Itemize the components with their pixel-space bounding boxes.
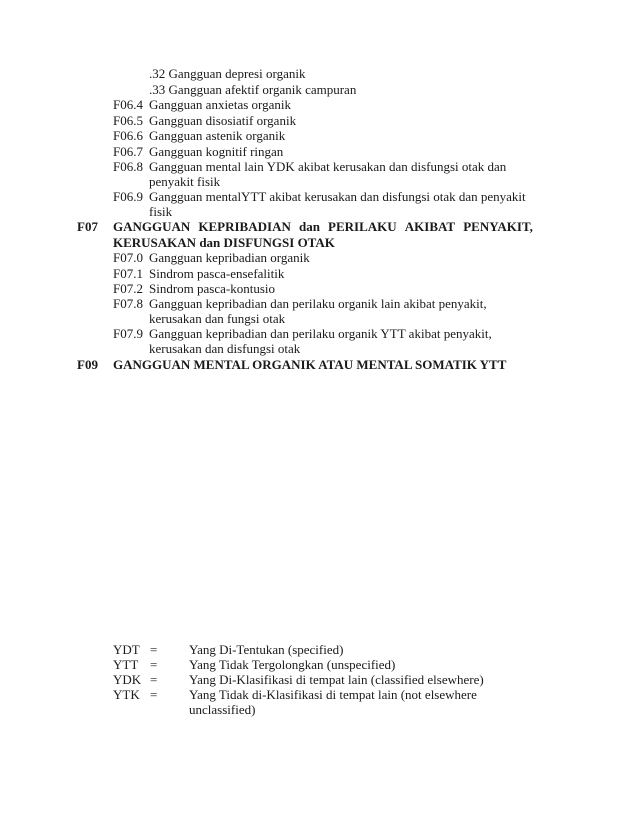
entry-code-f06-7: F06.7 — [113, 144, 143, 159]
legend-eq: = — [150, 642, 158, 657]
entry-text-f06-8: Gangguan mental lain YDK akibat kerusakan dan disfungsi otak dan — [149, 159, 507, 174]
legend-eq: = — [150, 687, 158, 702]
entry-text-f06-6: Gangguan astenik organik — [149, 128, 286, 143]
legend-eq: = — [150, 672, 158, 687]
entry-code-f07-8: F07.8 — [113, 296, 143, 311]
legend-abbr-ytt: YTT — [113, 657, 139, 672]
section-code-f07: F07 — [77, 219, 98, 234]
title-word: PERILAKU — [328, 219, 397, 234]
title-word: GANGGUAN — [113, 219, 191, 234]
entry-text-f06-32: .32 Gangguan depresi organik — [149, 66, 306, 81]
entry-text-f06-7: Gangguan kognitif ringan — [149, 144, 284, 159]
entry-text-f06-9: Gangguan mentalYTT akibat kerusakan dan disfungsi otak dan penyakit — [149, 189, 526, 204]
title-word: PENYAKIT, — [463, 219, 533, 234]
entry-text-f06-4: Gangguan anxietas organik — [149, 97, 291, 112]
legend-text-ydt: Yang Di-Tentukan (specified) — [189, 642, 344, 657]
section-title-f09: GANGGUAN MENTAL ORGANIK ATAU MENTAL SOMATIK YTT — [113, 357, 507, 372]
section-code-f09: F09 — [77, 357, 98, 372]
entry-code-f06-5: F06.5 — [113, 113, 143, 128]
entry-text-f06-8-cont: penyakit fisik — [149, 174, 221, 189]
title-word: AKIBAT — [404, 219, 456, 234]
entry-code-f07-9: F07.9 — [113, 326, 143, 341]
entry-text-f07-9-cont: kerusakan dan disfungsi otak — [149, 341, 301, 356]
entry-text-f06-9-cont: fisik — [149, 204, 173, 219]
legend-text-ytk-cont: unclassified) — [189, 702, 256, 717]
legend-abbr-ydk: YDK — [113, 672, 142, 687]
entry-text-f07-1: Sindrom pasca-ensefalitik — [149, 266, 285, 281]
title-word: KEPRIBADIAN — [198, 219, 291, 234]
legend-text-ytt: Yang Tidak Tergolongkan (unspecified) — [189, 657, 396, 672]
entry-code-f07-0: F07.0 — [113, 250, 143, 265]
entry-text-f06-5: Gangguan disosiatif organik — [149, 113, 297, 128]
section-title-f07-line1 — [113, 219, 533, 234]
legend-eq: = — [150, 657, 158, 672]
entry-text-f07-2: Sindrom pasca-kontusio — [149, 281, 276, 296]
entry-code-f06-9: F06.9 — [113, 189, 143, 204]
legend-abbr-ydt: YDT — [113, 642, 140, 657]
entry-code-f06-8: F06.8 — [113, 159, 143, 174]
entry-code-f06-6: F06.6 — [113, 128, 143, 143]
title-word: dan — [298, 219, 320, 234]
entry-code-f06-4: F06.4 — [113, 97, 143, 112]
entry-text-f07-8-cont: kerusakan dan fungsi otak — [149, 311, 286, 326]
entry-text-f07-0: Gangguan kepribadian organik — [149, 250, 310, 265]
section-title-f07-line2: KERUSAKAN dan DISFUNGSI OTAK — [113, 235, 335, 250]
legend-text-ytk: Yang Tidak di-Klasifikasi di tempat lain (not elsewhere — [189, 687, 477, 702]
entry-text-f06-33: .33 Gangguan afektif organik campuran — [149, 82, 357, 97]
entry-code-f07-2: F07.2 — [113, 281, 143, 296]
entry-code-f07-1: F07.1 — [113, 266, 143, 281]
legend-abbr-ytk: YTK — [113, 687, 140, 702]
entry-text-f07-9: Gangguan kepribadian dan perilaku organik YTT akibat penyakit, — [149, 326, 492, 341]
entry-text-f07-8: Gangguan kepribadian dan perilaku organik lain akibat penyakit, — [149, 296, 487, 311]
legend-text-ydk: Yang Di-Klasifikasi di tempat lain (classified elsewhere) — [189, 672, 484, 687]
